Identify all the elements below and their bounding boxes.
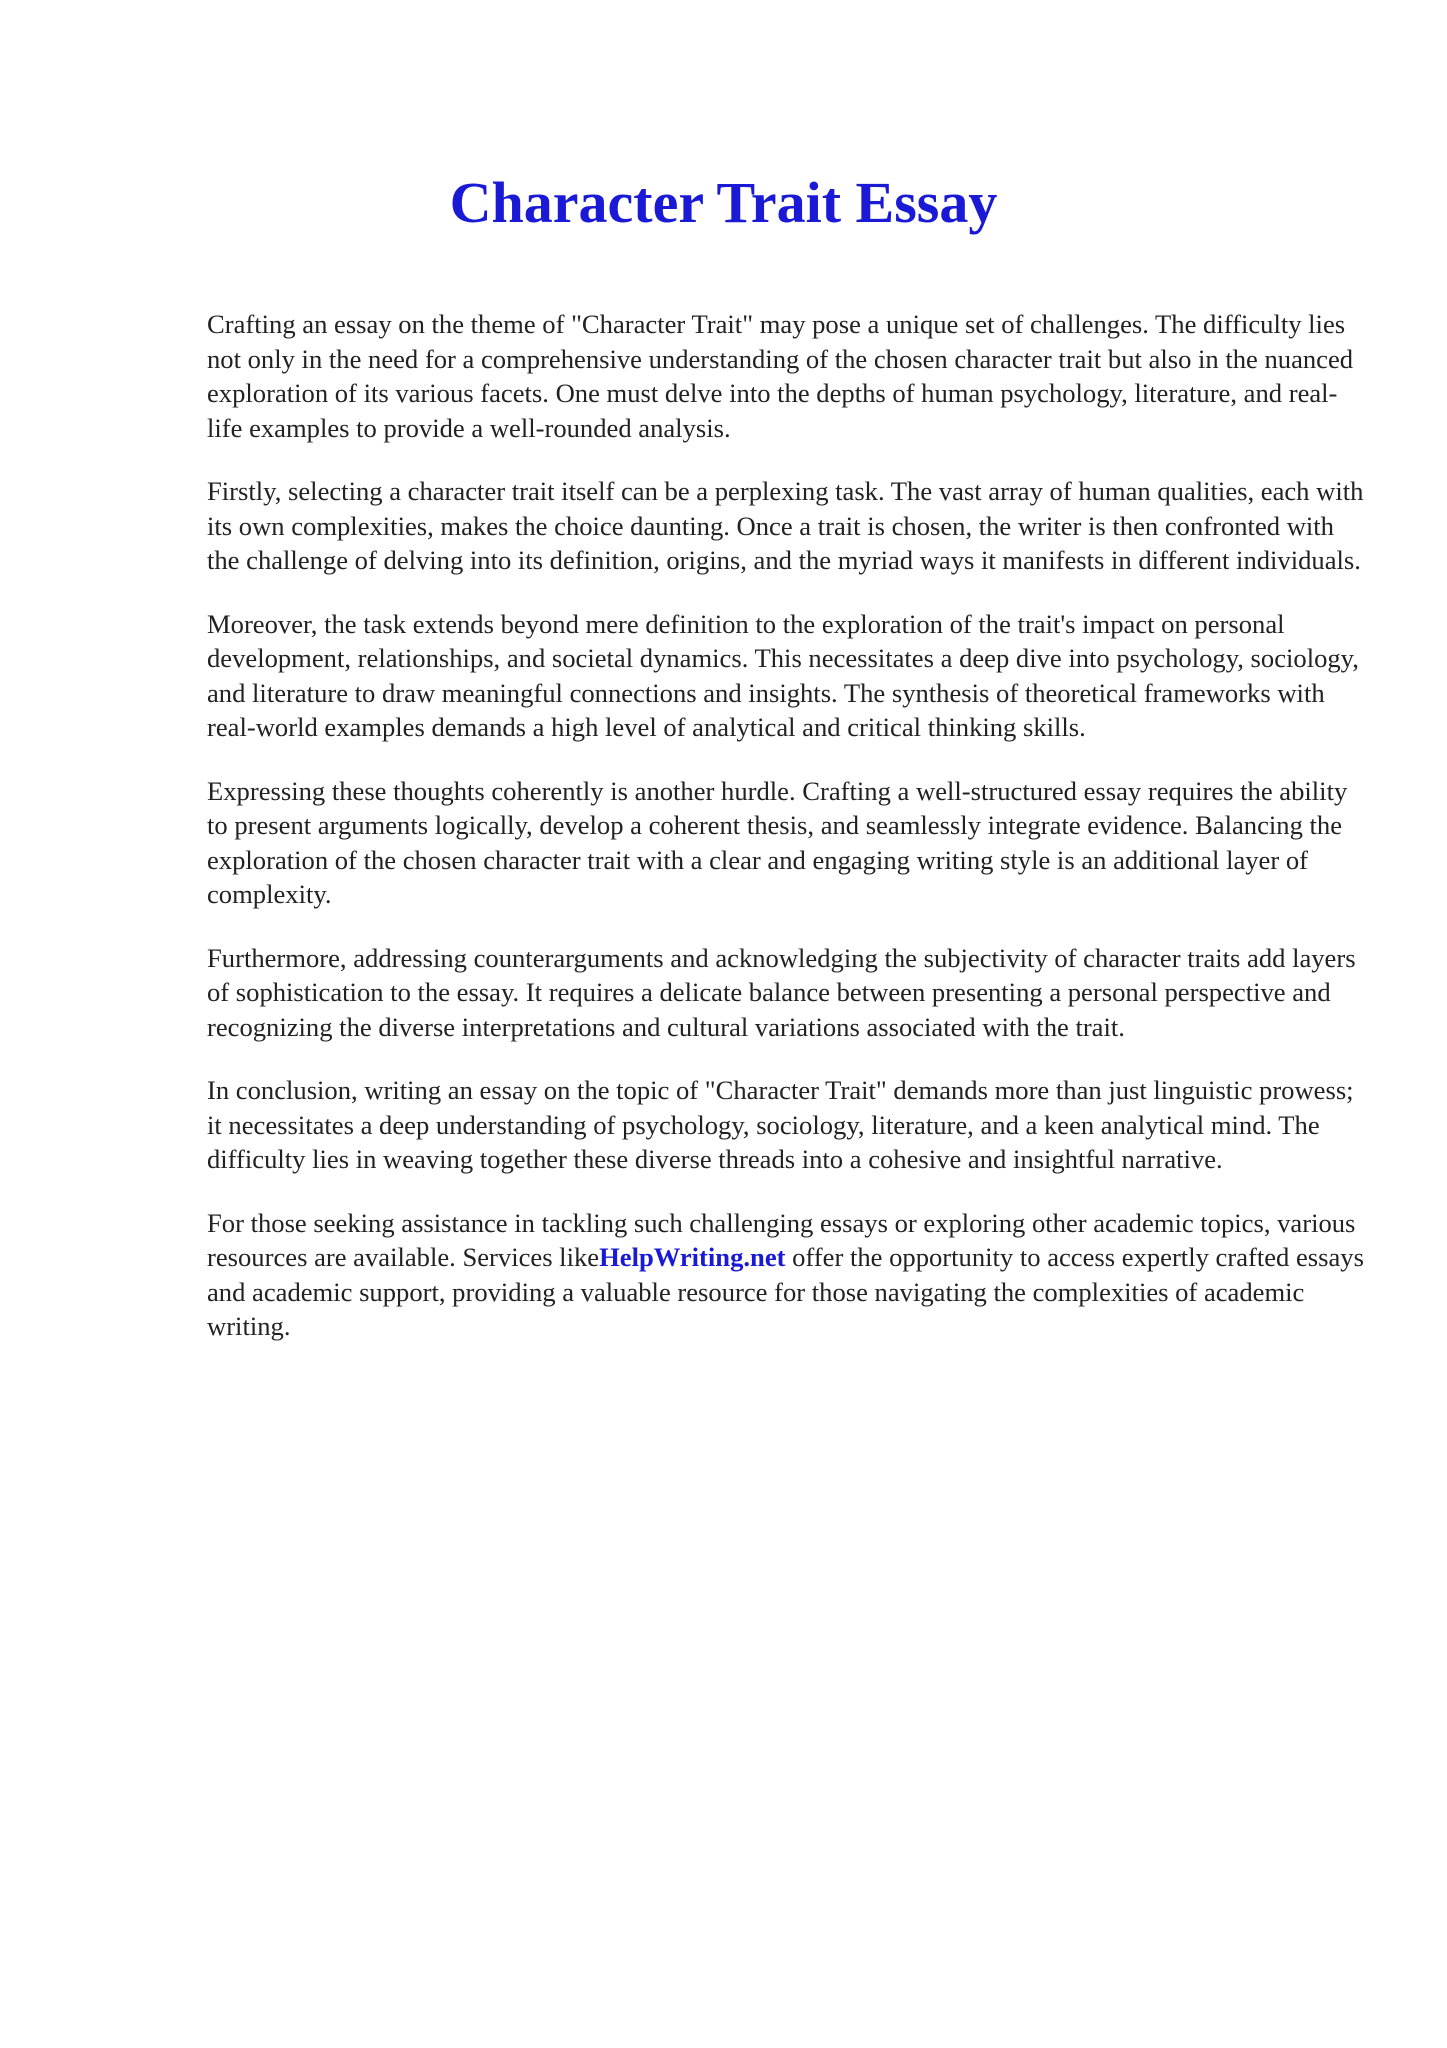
resources-text-after-link: offer the opportunity to access expertly crafted essays and academic support, providing a valuable resource for those navigating the complexities of academic writing. [207,1242,1364,1341]
helpwriting-link[interactable]: HelpWriting.net [599,1242,786,1272]
paragraph-expressing: Expressing these thoughts coherently is another hurdle. Crafting a well-structured essay requires the ability to present arguments logically, develop a coherent thesis, and seamlessly integrate evidence. Balancing the exploration of the chosen character trait with a clear and engaging writing style is an additional layer of complexity. [207,775,1348,909]
paragraph-conclusion: In conclusion, writing an essay on the topic of "Character Trait" demands more than just linguistic prowess; it necessitates a deep understanding of psychology, sociology, literature, and a keen analytical mind. The difficulty lies in weaving together these diverse threads into a cohesive and insightful narrative. [207,1075,1354,1174]
essay-body [207,307,1367,1373]
paragraph-intro: Crafting an essay on the theme of "Character Trait" may pose a unique set of challenges. The difficulty lies not only in the need for a comprehensive understanding of the chosen character trait but also in the nuanced exploration of its various facets. One must delve into the depths of human psychology, literature, and real-life examples to provide a well-rounded analysis. [207,309,1354,443]
page-title: Character Trait Essay [449,170,998,235]
resources-text-before-link: For those seeking assistance in tackling such challenging essays or exploring other academic topics, various resources are available. Services like [207,1207,1356,1272]
paragraph-impact: Moreover, the task extends beyond mere definition to the exploration of the trait's impact on personal development, relationships, and societal dynamics. This necessitates a deep dive into psychology, sociology, and literature to draw meaningful connections and insights. The synthesis of theoretical frameworks with real-world examples demands a high level of analytical and critical thinking skills. [207,608,1359,742]
paragraph-resources [207,1206,1367,1344]
paragraph-counterarguments: Furthermore, addressing counterarguments and acknowledging the subjectivity of character traits add layers of sophistication to the essay. It requires a delicate balance between presenting a personal perspective and recognizing the diverse interpretations and cultural variations associated with the trait. [207,942,1356,1042]
paragraph-selecting-trait: Firstly, selecting a character trait itself can be a perplexing task. The vast array of human qualities, each with its own complexities, makes the choice daunting. Once a trait is chosen, the writer is then confronted with the challenge of delving into its definition, origins, and the myriad ways it manifests in different individuals. [207,476,1364,575]
